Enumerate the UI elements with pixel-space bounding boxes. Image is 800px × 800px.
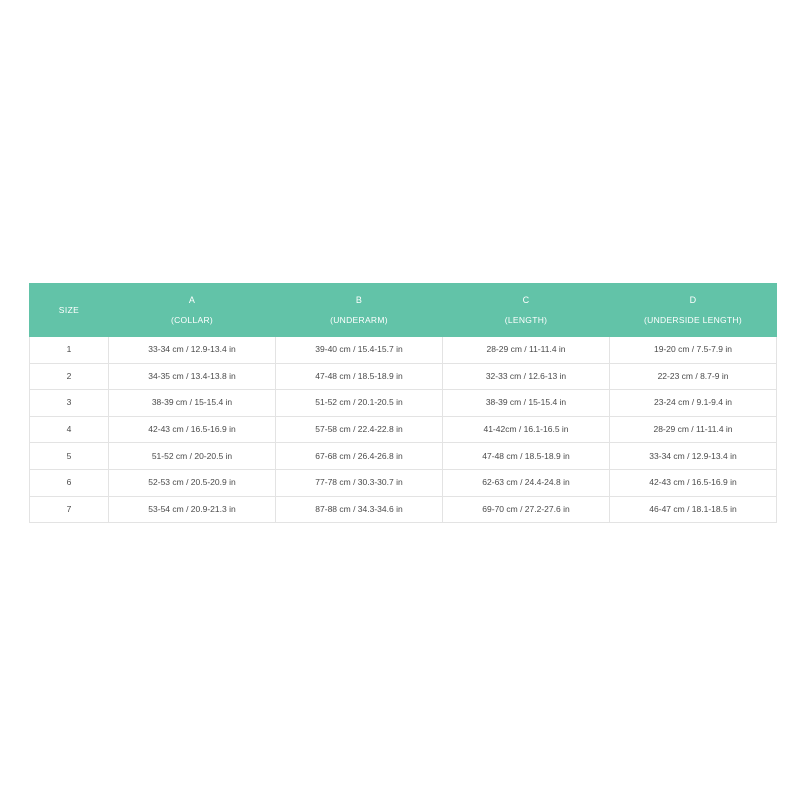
cell-length: 62-63 cm / 24.4-24.8 in [443,469,610,496]
cell-collar: 38-39 cm / 15-15.4 in [109,390,276,417]
cell-size: 4 [30,416,109,443]
cell-collar: 51-52 cm / 20-20.5 in [109,443,276,470]
header-cell-b [276,284,443,337]
table-row [30,443,777,470]
header-label-size: SIZE [58,305,80,315]
cell-underside-length: 19-20 cm / 7.5-7.9 in [610,337,777,364]
header-cell-size [30,284,109,337]
table-row [30,469,777,496]
cell-underarm: 77-78 cm / 30.3-30.7 in [276,469,443,496]
cell-size: 3 [30,390,109,417]
header-sub-a: (COLLAR) [170,314,214,325]
table-row [30,363,777,390]
table-row [30,337,777,364]
cell-length: 47-48 cm / 18.5-18.9 in [443,443,610,470]
table-header [30,284,777,337]
header-cell-b-content [276,284,442,336]
cell-underside-length: 33-34 cm / 12.9-13.4 in [610,443,777,470]
cell-collar: 42-43 cm / 16.5-16.9 in [109,416,276,443]
header-cell-d-content [610,284,776,336]
header-cell-a [109,284,276,337]
header-cell-a-content [109,284,275,336]
header-letter-b: B [355,294,363,305]
table-row [30,390,777,417]
header-letter-d: D [689,294,697,305]
cell-collar: 34-35 cm / 13.4-13.8 in [109,363,276,390]
cell-underarm: 67-68 cm / 26.4-26.8 in [276,443,443,470]
cell-collar: 52-53 cm / 20.5-20.9 in [109,469,276,496]
cell-size: 1 [30,337,109,364]
header-letter-a: A [188,294,196,305]
header-cell-d [610,284,777,337]
header-letter-c: C [522,294,530,305]
cell-underside-length: 42-43 cm / 16.5-16.9 in [610,469,777,496]
cell-underside-length: 28-29 cm / 11-11.4 in [610,416,777,443]
cell-underarm: 47-48 cm / 18.5-18.9 in [276,363,443,390]
cell-size: 7 [30,496,109,523]
size-chart-table [29,283,777,523]
cell-underside-length: 23-24 cm / 9.1-9.4 in [610,390,777,417]
cell-underarm: 87-88 cm / 34.3-34.6 in [276,496,443,523]
cell-collar: 33-34 cm / 12.9-13.4 in [109,337,276,364]
header-sub-d: (UNDERSIDE LENGTH) [644,314,742,325]
table-row [30,496,777,523]
cell-size: 6 [30,469,109,496]
table-row [30,416,777,443]
cell-length: 38-39 cm / 15-15.4 in [443,390,610,417]
header-cell-c [443,284,610,337]
cell-length: 41-42cm / 16.1-16.5 in [443,416,610,443]
table-body [30,337,777,523]
size-chart-container [29,283,771,523]
cell-collar: 53-54 cm / 20.9-21.3 in [109,496,276,523]
cell-size: 2 [30,363,109,390]
cell-underside-length: 22-23 cm / 8.7-9 in [610,363,777,390]
header-cell-c-content [443,284,609,336]
cell-length: 28-29 cm / 11-11.4 in [443,337,610,364]
cell-underarm: 39-40 cm / 15.4-15.7 in [276,337,443,364]
cell-underside-length: 46-47 cm / 18.1-18.5 in [610,496,777,523]
header-row [30,284,777,337]
cell-size: 5 [30,443,109,470]
cell-length: 69-70 cm / 27.2-27.6 in [443,496,610,523]
cell-underarm: 57-58 cm / 22.4-22.8 in [276,416,443,443]
cell-length: 32-33 cm / 12.6-13 in [443,363,610,390]
header-sub-b: (UNDERARM) [330,314,388,325]
header-sub-c: (LENGTH) [504,314,548,325]
cell-underarm: 51-52 cm / 20.1-20.5 in [276,390,443,417]
